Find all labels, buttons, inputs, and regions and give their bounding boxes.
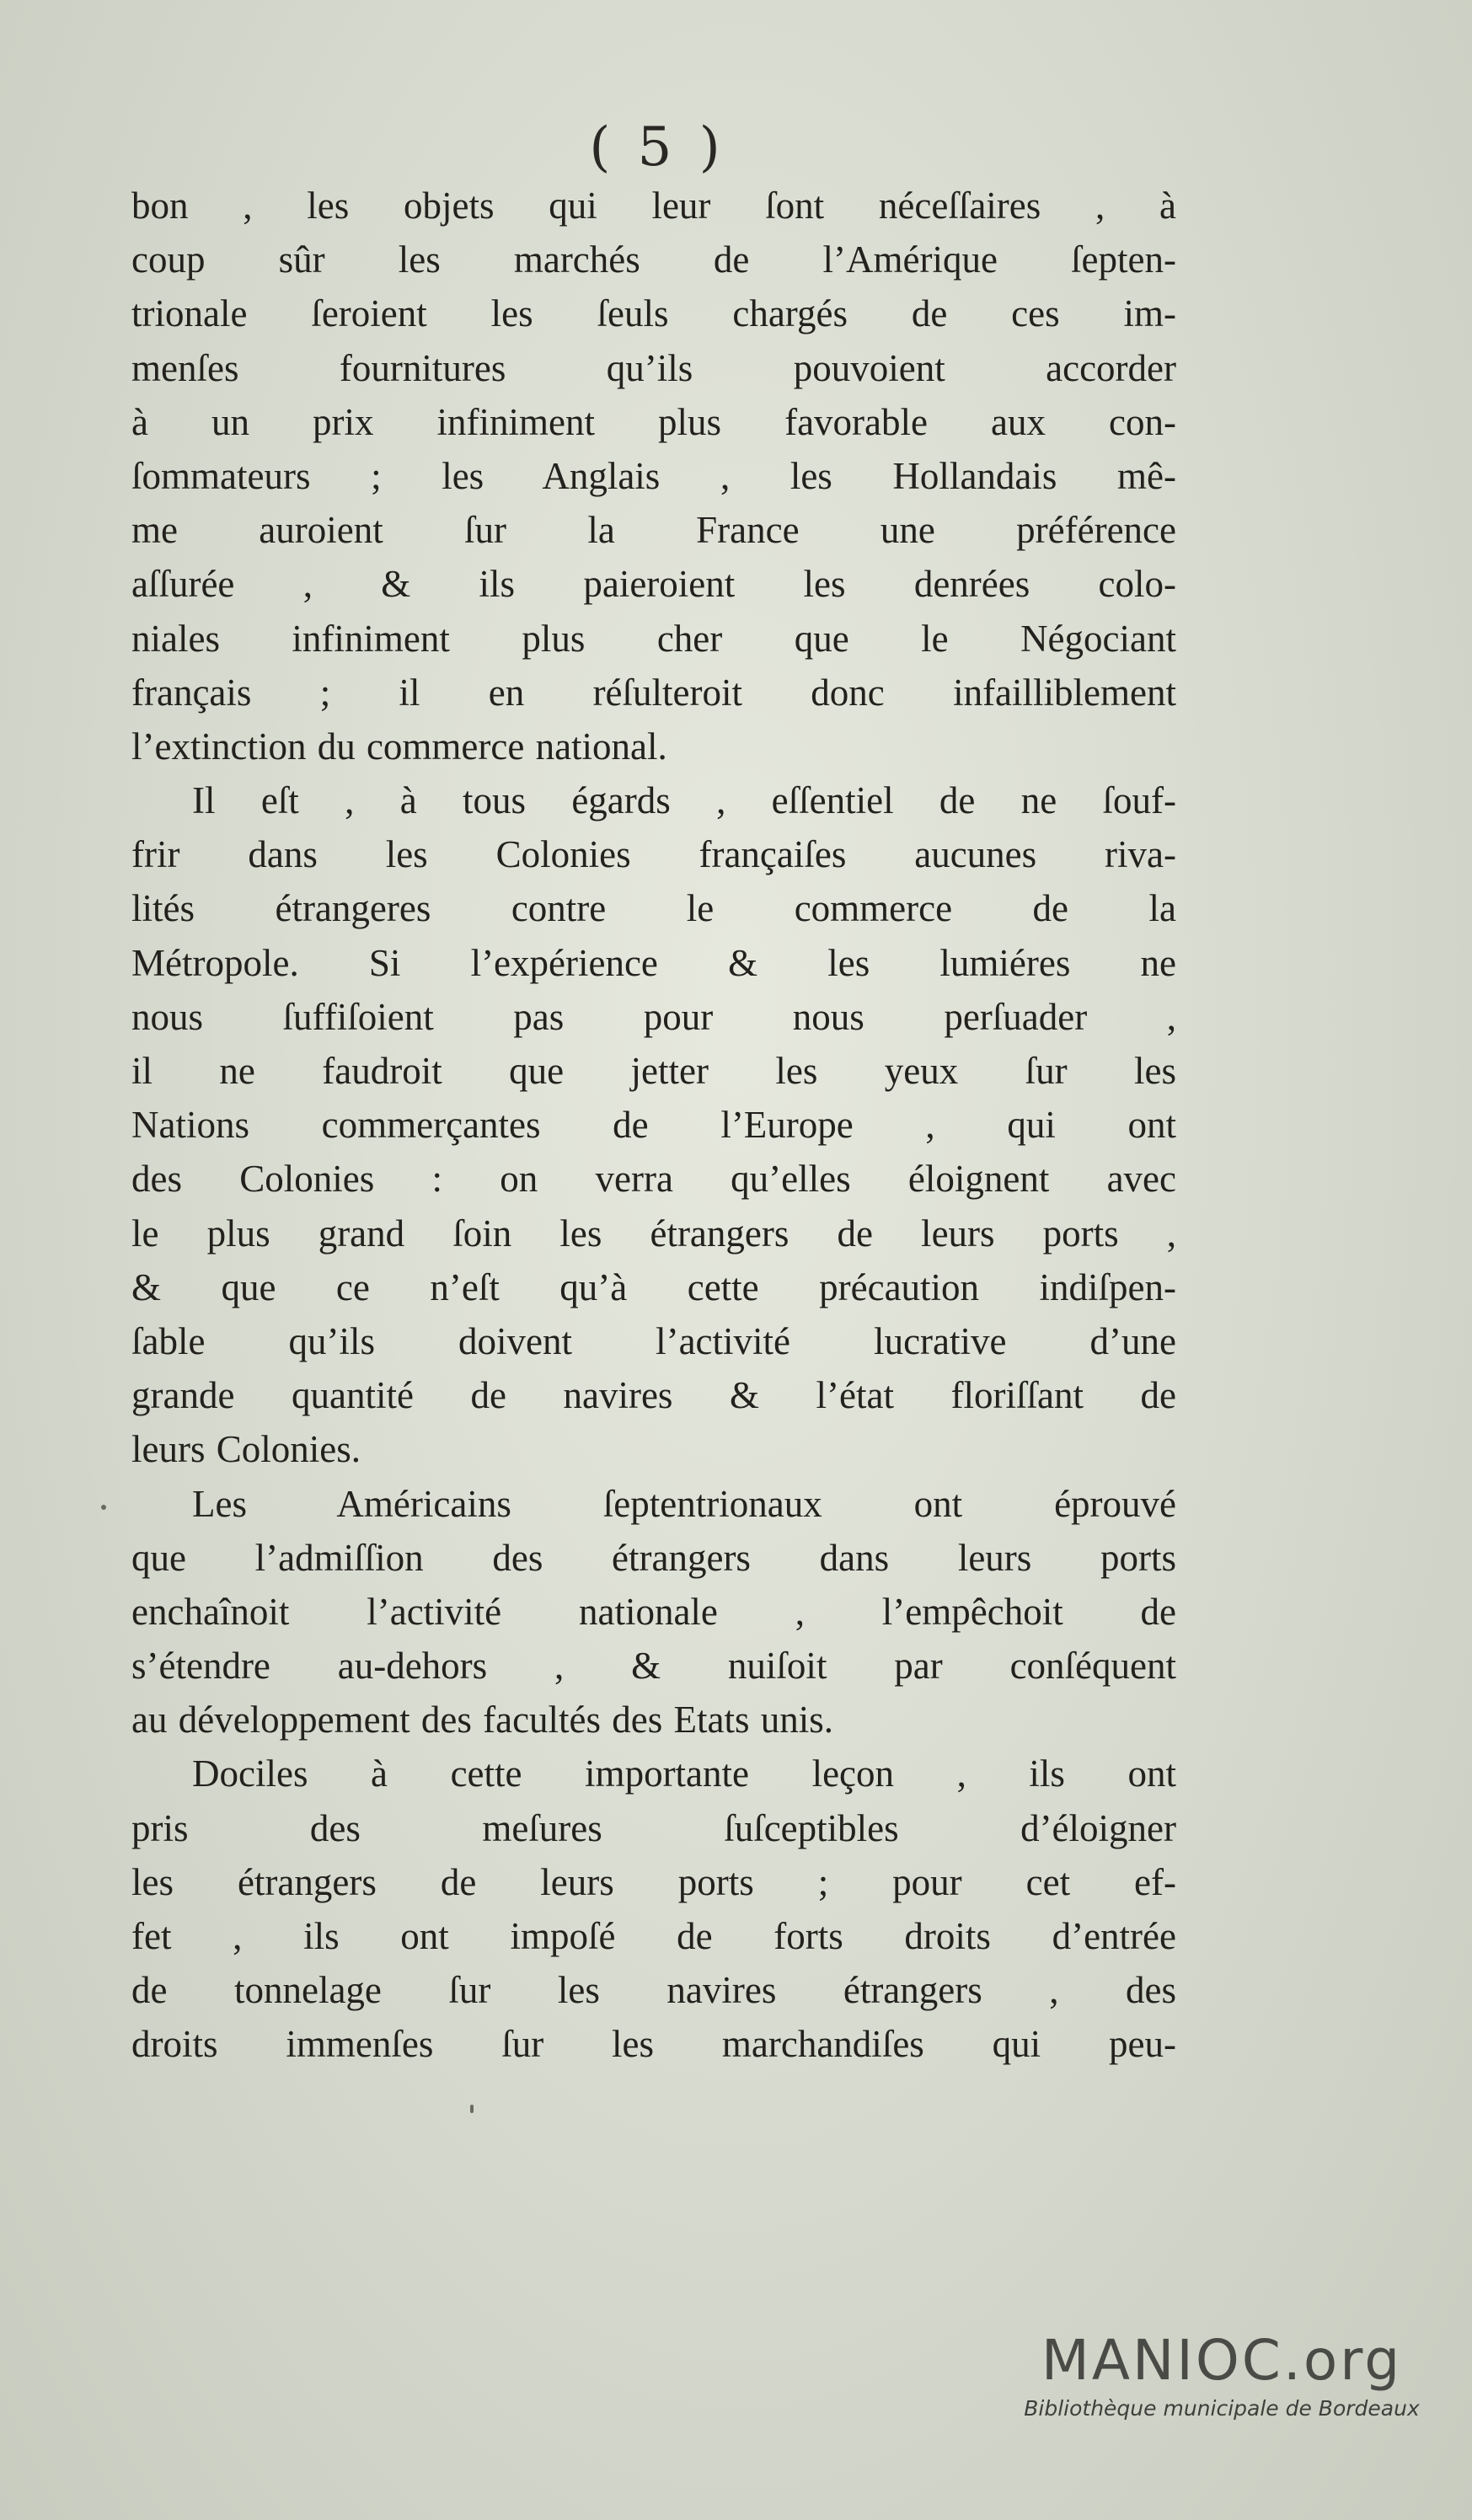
- text-line: des Colonies : on verra qu’elles éloignent avec: [131, 1158, 1176, 1201]
- text-line: grande quantité de navires & l’état floriſſant de: [131, 1374, 1176, 1417]
- ink-speck: [470, 2105, 474, 2113]
- text-line: menſes fournitures qu’ils pouvoient accorder: [131, 346, 1176, 389]
- text-line: nous ſuffiſoient pas pour nous perſuader ,: [131, 995, 1176, 1038]
- text-line: il ne faudroit que jetter les yeux ſur les: [131, 1050, 1176, 1092]
- text-line: trionale ſeroient les ſeuls chargés de ces im-: [131, 292, 1176, 335]
- page-number: ( 5 ): [589, 116, 725, 179]
- ink-speck: [101, 1505, 106, 1510]
- text-line: Nations commerçantes de l’Europe , qui ont: [131, 1104, 1176, 1147]
- text-line: Dociles à cette importante leçon , ils ont: [192, 1752, 1176, 1795]
- text-line: s’étendre au-dehors , & nuiſoit par conſéquent: [131, 1645, 1176, 1688]
- text-line: Il eſt , à tous égards , eſſentiel de ne ſouf-: [192, 779, 1176, 822]
- text-line: ſable qu’ils doivent l’activité lucrative d’une: [131, 1319, 1176, 1362]
- text-line: les étrangers de leurs ports ; pour cet ef-: [131, 1860, 1176, 1903]
- text-line: Métropole. Si l’expérience & les lumiéres ne: [131, 941, 1176, 984]
- text-line: enchaînoit l’activité nationale , l’empêchoit de: [131, 1590, 1176, 1633]
- text-line: que l’admiſſion des étrangers dans leurs ports: [131, 1536, 1176, 1579]
- text-line: & que ce n’eſt qu’à cette précaution indiſpen-: [131, 1265, 1176, 1308]
- text-line: français ; il en réſulteroit donc infailliblement: [131, 671, 1176, 714]
- text-line: frir dans les Colonies françaiſes aucunes riva-: [131, 833, 1176, 876]
- paragraph-1: [131, 179, 1176, 773]
- text-line: niales infiniment plus cher que le Négociant: [131, 617, 1176, 660]
- text-line: le plus grand ſoin les étrangers de leurs ports ,: [131, 1212, 1176, 1255]
- watermark-subtitle: Bibliothèque municipale de Bordeaux: [1024, 2396, 1420, 2421]
- text-line: leurs Colonies.: [131, 1428, 361, 1471]
- text-line: ſommateurs ; les Anglais , les Hollandais mê-: [131, 454, 1176, 497]
- watermark: [1003, 2327, 1441, 2423]
- text-line: aſſurée , & ils paieroient les denrées colo-: [131, 563, 1176, 606]
- paragraph-3: [131, 1477, 1176, 1747]
- text-line: droits immenſes ſur les marchandiſes qui peu-: [131, 2023, 1176, 2066]
- text-line: de tonnelage ſur les navires étrangers , des: [131, 1969, 1176, 2012]
- paragraph-2: [131, 773, 1176, 1476]
- text-line: Les Américains ſeptentrionaux ont éprouvé: [192, 1482, 1176, 1525]
- text-line: pris des meſures ſuſceptibles d’éloigner: [131, 1806, 1176, 1849]
- text-line: bon , les objets qui leur ſont néceſſaires , à: [131, 185, 1176, 227]
- text-line: à un prix infiniment plus favorable aux con-: [131, 400, 1176, 443]
- text-line: l’extinction du commerce national.: [131, 725, 667, 768]
- text-line: coup sûr les marchés de l’Amérique ſepten-: [131, 238, 1176, 281]
- text-line: me auroient ſur la France une préférence: [131, 509, 1176, 552]
- text-line: lités étrangeres contre le commerce de la: [131, 887, 1176, 930]
- body-text: [131, 179, 1176, 2072]
- text-line: fet , ils ont impoſé de forts droits d’entrée: [131, 1915, 1176, 1957]
- paragraph-4: [131, 1747, 1176, 2071]
- text-line: au développement des facultés des Etats unis.: [131, 1699, 834, 1742]
- watermark-logo: MANIOC.org: [1041, 2328, 1403, 2393]
